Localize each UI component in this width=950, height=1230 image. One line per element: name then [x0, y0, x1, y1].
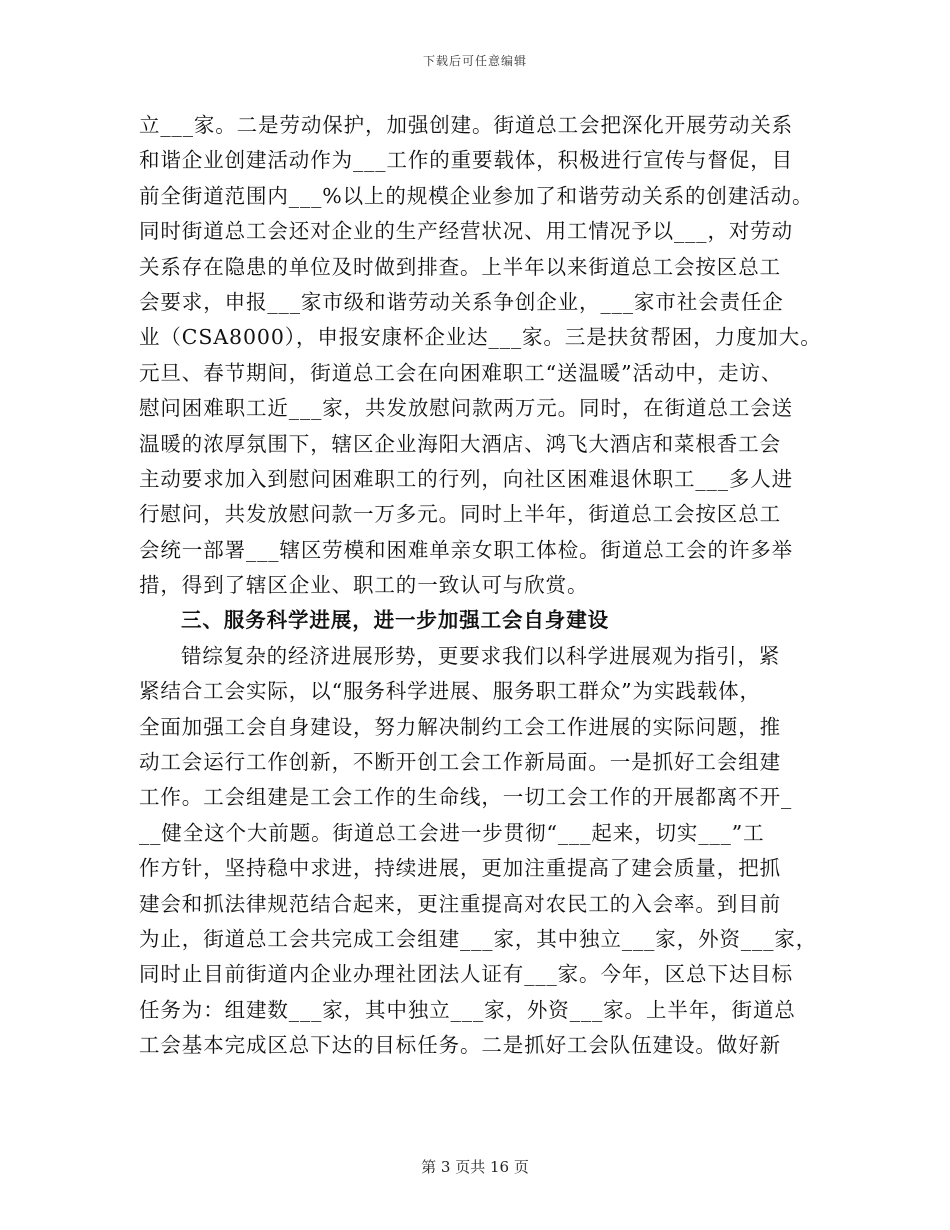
page-header: 下载后可任意编辑	[422, 54, 527, 68]
text-line: 同时止目前街道内企业办理社团法人证有___家。今年，区总下达目标	[139, 962, 794, 987]
text-line: 紧结合工会实际，以“服务科学进展、服务职工群众”为实践载体，	[139, 679, 761, 704]
text-line: 会要求，申报___家市级和谐劳动关系争创企业，___家市社会责任企	[139, 289, 784, 314]
document-body	[139, 108, 822, 1064]
text-line: __健全这个大前题。街道总工会进一步贯彻“___起来，切实___”工	[139, 820, 765, 845]
text-line: 行慰问，共发放慰问款一万多元。同时上半年，街道总工会按区总工	[139, 502, 781, 527]
text-line: 主动要求加入到慰问困难职工的行列，向社区困难退休职工___多人进	[139, 466, 794, 491]
text-line: 关系存在隐患的单位及时做到排查。上半年以来街道总工会按区总工	[139, 254, 781, 279]
text-line: 前全街道范围内___%以上的规模企业参加了和谐劳动关系的创建活动。	[139, 183, 814, 208]
text-line: 慰问困难职工近___家，共发放慰问款两万元。同时，在街道总工会送	[139, 396, 794, 421]
text-line: 措，得到了辖区企业、职工的一致认可与欣赏。	[139, 573, 589, 598]
text-line: 同时街道总工会还对企业的生产经营状况、用工情况予以___，对劳动	[139, 219, 794, 244]
text-line: 动工会运行工作创新，不断开创工会工作新局面。一是抓好工会组建	[139, 750, 781, 775]
text-line: 元旦、春节期间，街道总工会在向困难职工“送温暖”活动中，走访、	[139, 360, 783, 385]
text-line: 和谐企业创建活动作为___工作的重要载体，积极进行宣传与督促，目	[139, 148, 794, 173]
page-number: 第 3 页共 16 页	[421, 1158, 529, 1176]
text-line: 工会基本完成区总下达的目标任务。二是抓好工会队伍建设。做好新	[139, 1033, 781, 1058]
paragraph-first-line: 错综复杂的经济进展形势，更要求我们以科学进展观为指引，紧	[181, 643, 781, 668]
section-heading: 三、服务科学进展，进一步加强工会自身建设	[181, 608, 609, 633]
text-line: 建会和抓法律规范结合起来，更注重提高对农民工的入会率。到目前	[139, 891, 781, 916]
text-line: 全面加强工会自身建设，努力解决制约工会工作进展的实际问题，推	[139, 714, 781, 739]
text-line: 立___家。二是劳动保护，加强创建。街道总工会把深化开展劳动关系	[139, 113, 794, 137]
text-line: 作方针，坚持稳中求进，持续进展，更加注重提高了建会质量，把抓	[139, 856, 781, 881]
text-line: 工作。工会组建是工会工作的生命线，一切工会工作的开展都离不开_	[139, 785, 793, 810]
text-line: 业（CSA8000），申报安康杯企业达___家。三是扶贫帮困，力度加大。	[139, 325, 822, 350]
text-line: 温暖的浓厚氛围下，辖区企业海阳大酒店、鸿飞大酒店和菜根香工会	[139, 431, 781, 456]
text-line: 会统一部署___辖区劳模和困难单亲女职工体检。街道总工会的许多举	[139, 537, 794, 562]
text-line: 任务为：组建数___家，其中独立___家，外资___家。上半年，街道总	[139, 997, 796, 1022]
text-line: 为止，街道总工会共完成工会组建___家，其中独立___家，外资___家，	[139, 926, 818, 951]
